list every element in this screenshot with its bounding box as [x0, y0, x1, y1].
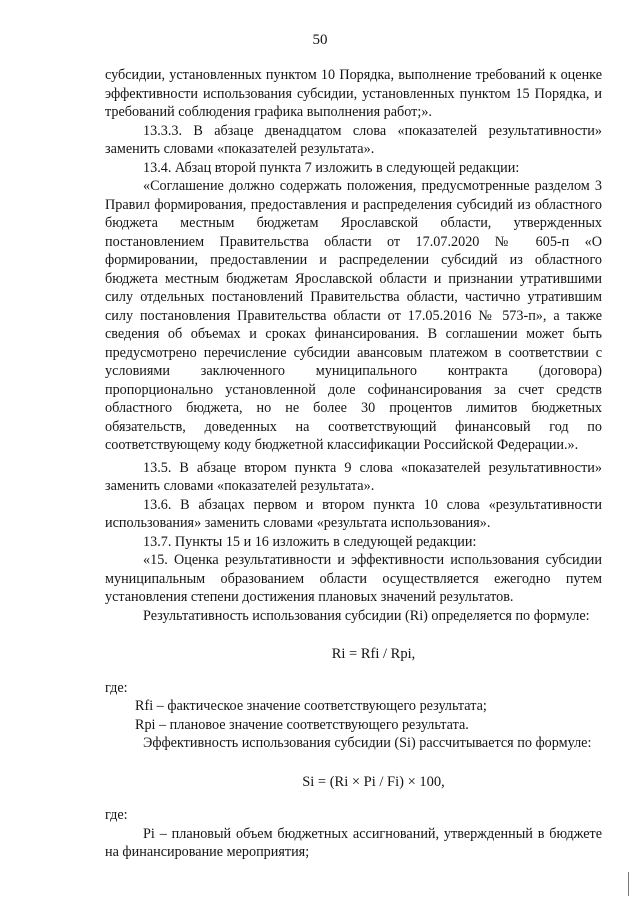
- paragraph-resultativity-formula-intro: Результативность использования субсидии (Ri) определяется по формуле:: [143, 607, 590, 624]
- formula-ri: Ri = Rfi / Rpi,: [331, 646, 416, 662]
- where-label: где:: [105, 679, 128, 696]
- paragraph-15-assessment: «15. Оценка результативности и эффективности использования субсидии муниципальным образованием области осуществляется ежегодно путем установления степени достижения плановых значений результатов.: [105, 552, 602, 605]
- definition-rpi: Rpi – плановое значение соответствующего результата.: [135, 716, 469, 733]
- where-label: где:: [105, 807, 128, 823]
- paragraph-13-3-3: 13.3.3. В абзаце двенадцатом слова «показателей результативности» заменить словами «показателей результата».: [105, 122, 602, 157]
- page-number: 50: [312, 32, 328, 48]
- paragraph-subsidy-requirements: субсидии, установленных пунктом 10 Порядка, выполнение требований к оценке эффективности использования субсидии, установленных пунктом 15 Порядка, и требований соблюдения графика выполнения работ;».: [105, 67, 602, 120]
- document-body: [105, 66, 602, 862]
- scan-edge-mark: [628, 872, 629, 896]
- paragraph-13-6: 13.6. В абзацах первом и втором пункта 10 слова «результативности использования» заменить словами «результата использования».: [105, 496, 602, 531]
- paragraph-13-4: 13.4. Абзац второй пункта 7 изложить в следующей редакции:: [143, 159, 520, 176]
- paragraph-efficiency-formula-intro: Эффективность использования субсидии (Si) рассчитывается по формуле:: [143, 735, 592, 751]
- definition-pi: Pi – плановый объем бюджетных ассигнований, утвержденный в бюджете на финансирование мероприятия;: [105, 825, 602, 860]
- formula-si: Si = (Ri × Pi / Fi) × 100,: [302, 773, 445, 790]
- paragraph-agreement-text: «Соглашение должно содержать положения, предусмотренные разделом 3 Правил формирования, предоставления и распределения субсидий из областного бюджета местным бюджетам Ярославской области, утвержденных постановлением Правительства области от 17.07.2020 № 605-п «О формировании, предоставлении и распределении субсидий из областного бюджета местным бюджетам Ярославской области и признании утратившими силу отдельных постановлений Правительства области, частично утратившим силу постановления Правительства области от 17.05.2016 № 573-п», а также сведения об объемах и сроках финансирования. В соглашении может быть предусмотрено перечисление субсидии авансовым платежом в соответствии с условиями заключенного муниципального контракта (договора) пропорционально установленной доле софинансирования за счет средств областного бюджета, но не более 30 процентов лимитов бюджетных обязательств, доведенных на соответствующий финансовый год по соответствующему коду бюджетной классификации Российской Федерации.».: [105, 178, 602, 453]
- paragraph-13-7: 13.7. Пункты 15 и 16 изложить в следующей редакции:: [143, 533, 477, 550]
- paragraph-13-5: 13.5. В абзаце втором пункта 9 слова «показателей результативности» заменить словами «показателей результата».: [105, 459, 602, 494]
- definition-rfi: Rfi – фактическое значение соответствующего результата;: [135, 698, 487, 714]
